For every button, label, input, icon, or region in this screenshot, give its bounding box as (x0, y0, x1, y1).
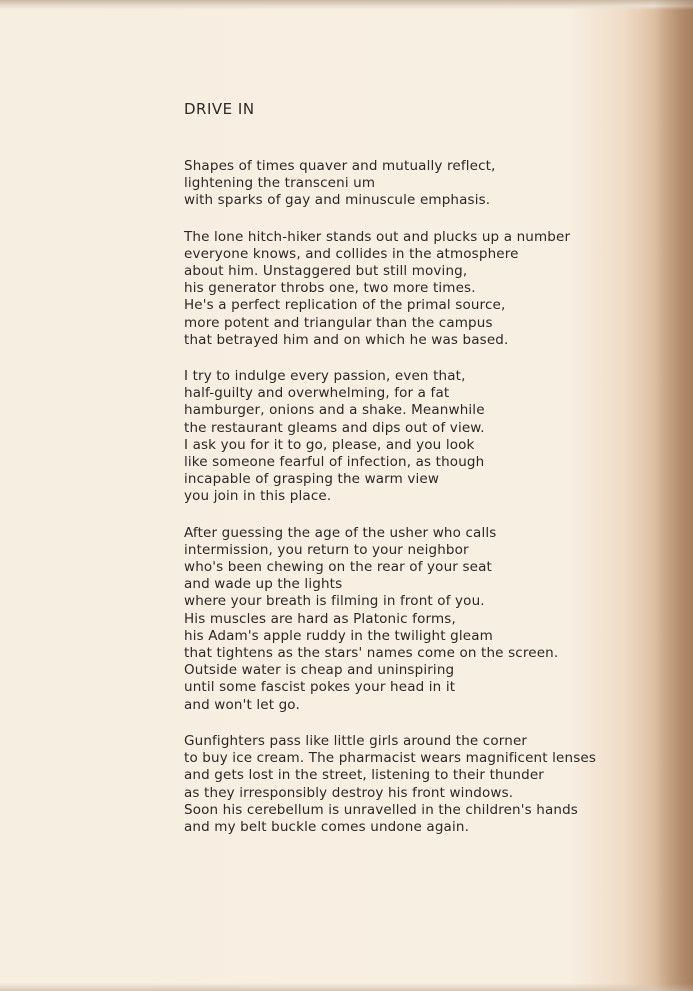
poem-line: until some fascist pokes your head in it (184, 679, 456, 696)
poem-stanza (184, 525, 624, 714)
poem-line: that tightens as the stars' names come on the screen. (184, 645, 559, 662)
poem-stanza (184, 158, 624, 210)
poem-stanza (184, 733, 624, 836)
poem-line: who's been chewing on the rear of your seat (184, 559, 492, 576)
poem-line: and my belt buckle comes undone again. (184, 818, 470, 835)
poem-line: Gunfighters pass like little girls around the corner (184, 732, 528, 749)
poem-line: his Adam's apple ruddy in the twilight gleam (184, 627, 493, 644)
poem-title: DRIVE IN (184, 100, 255, 118)
poem-line: I try to indulge every passion, even that, (184, 368, 466, 385)
page-top-edge (0, 0, 693, 10)
poem-line: His muscles are hard as Platonic forms, (184, 610, 456, 627)
poem-line: more potent and triangular than the campus (184, 314, 493, 331)
poem-line: Shapes of times quaver and mutually reflect, (184, 158, 496, 174)
poem-line: about him. Unstaggered but still moving, (184, 263, 468, 280)
poem-line: and gets lost in the street, listening to their thunder (184, 767, 545, 784)
poem-line: hamburger, onions and a shake. Meanwhile (184, 402, 485, 419)
poem-line: and won't let go. (184, 696, 300, 713)
poem-line: Outside water is cheap and uninspiring (184, 662, 455, 679)
poem-line: like someone fearful of infection, as though (184, 454, 485, 471)
poem-body (184, 158, 624, 855)
poem-line: that betrayed him and on which he was based. (184, 331, 509, 348)
poem-line: half-guilty and overwhelming, for a fat (184, 385, 450, 402)
poem-line: He's a perfect replication of the primal source, (184, 297, 506, 314)
poem-line: intermission, you return to your neighbor (184, 541, 469, 558)
poem-line: as they irresponsibly destroy his front windows. (184, 784, 514, 801)
poem-line: Soon his cerebellum is unravelled in the children's hands (184, 801, 578, 818)
page-gutter-shadow (653, 0, 693, 991)
poem-line: After guessing the age of the usher who calls (184, 524, 497, 541)
poem-line: I ask you for it to go, please, and you look (184, 436, 475, 453)
poem-stanza (184, 229, 624, 349)
page-bottom-edge (0, 983, 693, 991)
poem-line: you join in this place. (184, 488, 332, 505)
poem-line: where your breath is filming in front of you. (184, 593, 485, 610)
poem-line: incapable of grasping the warm view (184, 471, 440, 488)
poem-line: with sparks of gay and minuscule emphasis. (184, 192, 491, 209)
poem-stanza (184, 368, 624, 506)
poem-line: and wade up the lights (184, 576, 343, 593)
poem-line: his generator throbs one, two more times. (184, 280, 476, 297)
poem-line: to buy ice cream. The pharmacist wears magnificent lenses (184, 750, 597, 767)
poem-line: everyone knows, and collides in the atmosphere (184, 245, 519, 262)
poem-line: the restaurant gleams and dips out of view. (184, 419, 485, 436)
poem-line: lightening the transceni um (184, 175, 376, 192)
poem-line: The lone hitch-hiker stands out and plucks up a number (184, 228, 571, 245)
